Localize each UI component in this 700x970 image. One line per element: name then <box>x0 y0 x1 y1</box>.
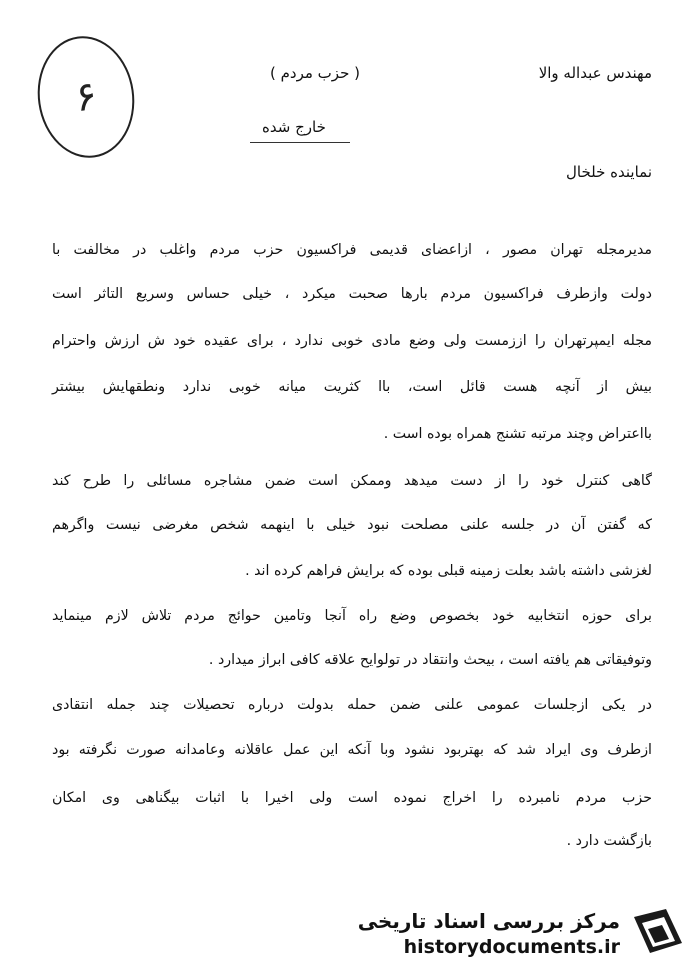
body-line-6: گاهی کنترل خود را از دست میدهد وممکن است ضمن مشاجره مسائلی را طرح کند <box>52 473 652 489</box>
page-number: ۶ <box>72 72 100 122</box>
body-line-4: بیش از آنچه هست قائل است، باا کثریت میانه خوبی ندارد ونطقهایش بیشتر <box>52 379 652 395</box>
body-line-13: حزب مردم نامبرده را اخراج نموده است ولی اخیرا با اثبات بیگناهی وی امکان <box>52 790 652 806</box>
archive-name: مرکز بررسی اسناد تاریخی <box>357 909 620 933</box>
body-line-5: بااعتراض وچند مرتبه تشنج همراه بوده است . <box>383 426 652 442</box>
page-number-stamp <box>30 30 142 164</box>
status-underline <box>250 142 350 143</box>
body-line-12: ازطرف وی ایراد شد که بهتربود نشود وبا آنکه این عمل عاقلانه وعامدانه صورت نگرفته بود <box>52 742 652 758</box>
body-line-8: لغزشی داشته باشد بعلت زمینه قبلی بوده که برایش فراهم کرده اند . <box>245 563 652 579</box>
archive-logo-icon <box>628 903 688 963</box>
party-affiliation: ( حزب مردم ) <box>270 64 360 82</box>
body-line-9: برای حوزه انتخابیه خود بخصوص وضع راه آنجا وتامین حوائج مردم تلاش لازم مینماید <box>52 608 652 624</box>
body-line-3: مجله ایمپرتهران را اززمست ولی وضع مادی خوبی ندارد ، برای عقیده خود ش ارزش واحترام <box>52 333 652 349</box>
archive-url[interactable]: historydocuments.ir <box>403 936 620 958</box>
body-line-1: مدیرمجله تهران مصور ، ازاعضای قدیمی فراکسیون حزب مردم واغلب در مخالفت با <box>52 242 652 258</box>
body-line-7: که گفتن آن در جلسه علنی مصلحت نبود خیلی با اینهمه شخص مغرضی نیست واگرهم <box>52 517 652 533</box>
body-line-2: دولت وازطرف فراکسیون مردم بارها صحبت میکرد ، خیلی حساس وسریع التاثر است <box>52 286 652 302</box>
body-line-11: در یکی ازجلسات عمومی علنی ضمن حمله بدولت درباره تحصیلات چند جمله انتقادی <box>52 697 652 713</box>
person-name: مهندس عبداله والا <box>538 64 652 82</box>
body-line-14: بازگشت دارد . <box>566 833 652 849</box>
membership-status: خارج شده <box>262 118 326 136</box>
body-line-10: وتوفیقاتی هم یافته است ، بیحث وانتقاد در تولوایح علاقه کافی ابراز میدارد . <box>208 652 652 668</box>
constituency: نماینده خلخال <box>565 163 652 181</box>
